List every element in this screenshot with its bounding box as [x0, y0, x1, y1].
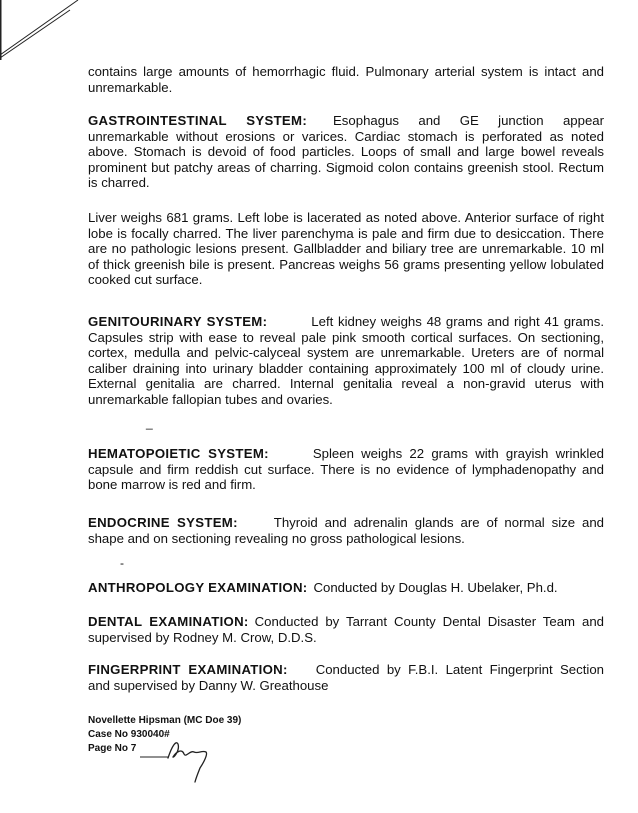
- anthropology-heading: ANTHROPOLOGY EXAMINATION:: [88, 580, 308, 595]
- footer-page-number: Page No 7: [88, 743, 137, 754]
- gastrointestinal-heading: GASTROINTESTINAL SYSTEM:: [88, 113, 308, 128]
- hematopoietic-text: Spleen weighs 22 grams with grayish wrinkled capsule and firm reddish cut surface. There is no evidence of lymphadenopathy and bone marrow is red and firm.: [88, 446, 604, 492]
- liver-paragraph: Liver weighs 681 grams. Left lobe is lacerated as noted above. Anterior surface of right lobe is focally charred. The liver parenchyma is pale and firm due to desiccation. There are no pathologic lesions present. Gallbladder and biliary tree are unremarkable. 10 ml of thick greenish bile is present. Pancreas weighs 56 grams presenting yellow lobulated cooked cut surface.: [88, 210, 604, 287]
- handwritten-initials: [140, 738, 215, 783]
- fingerprint-heading: FINGERPRINT EXAMINATION:: [88, 662, 288, 677]
- endocrine-section: [88, 515, 604, 546]
- intro-paragraph: contains large amounts of hemorrhagic fluid. Pulmonary arterial system is intact and unremarkable.: [88, 64, 604, 95]
- fingerprint-text: Conducted by F.B.I. Latent Fingerprint Section and supervised by Danny W. Greathouse: [88, 662, 604, 693]
- endocrine-heading: ENDOCRINE SYSTEM:: [88, 515, 238, 530]
- dental-section: [88, 614, 604, 645]
- fingerprint-section: [88, 662, 604, 693]
- anthropology-section: [88, 580, 604, 596]
- genitourinary-text: Left kidney weighs 48 grams and right 41 grams. Capsules strip with ease to reveal pale pink smooth cortical surfaces. On sectioning, cortex, medulla and pelvic-calyceal system are unremarkable. Ureters are of normal caliber draining into urinary bladder containing approximately 100 ml of cloudy urine. External genitalia are charred. Internal genitalia reveal a non-gravid uterus with unremarkable fallopian tubes and ovaries.: [88, 314, 605, 407]
- dental-text: Conducted by Tarrant County Dental Disaster Team and supervised by Rodney M. Crow, D.D.S.: [88, 614, 604, 645]
- corner-fold-mark: [0, 0, 80, 70]
- endocrine-text: Thyroid and adrenalin glands are of normal size and shape and on sectioning revealing no gross pathological lesions.: [88, 515, 604, 546]
- genitourinary-section: [88, 314, 604, 407]
- dental-heading: DENTAL EXAMINATION:: [88, 614, 249, 629]
- hematopoietic-heading: HEMATOPOIETIC SYSTEM:: [88, 446, 269, 461]
- anthropology-text: Conducted by Douglas H. Ubelaker, Ph.d.: [313, 580, 558, 595]
- stray-mark: _: [146, 416, 153, 430]
- footer-case-number: Case No 930040#: [88, 729, 170, 740]
- hematopoietic-section: [88, 446, 604, 493]
- stray-mark: -: [120, 556, 124, 570]
- genitourinary-heading: GENITOURINARY SYSTEM:: [88, 314, 268, 329]
- gastrointestinal-text: Esophagus and GE junction appear unremarkable without erosions or varices. Cardiac stomach is perforated as noted above. Stomach is devoid of food particles. Loops of small and large bowel reveals prominent but patchy areas of charring. Sigmoid colon contains greenish stool. Rectum is charred.: [88, 113, 605, 190]
- footer-patient-name: Novellette Hipsman (MC Doe 39): [88, 715, 242, 726]
- gastrointestinal-section: [88, 113, 604, 191]
